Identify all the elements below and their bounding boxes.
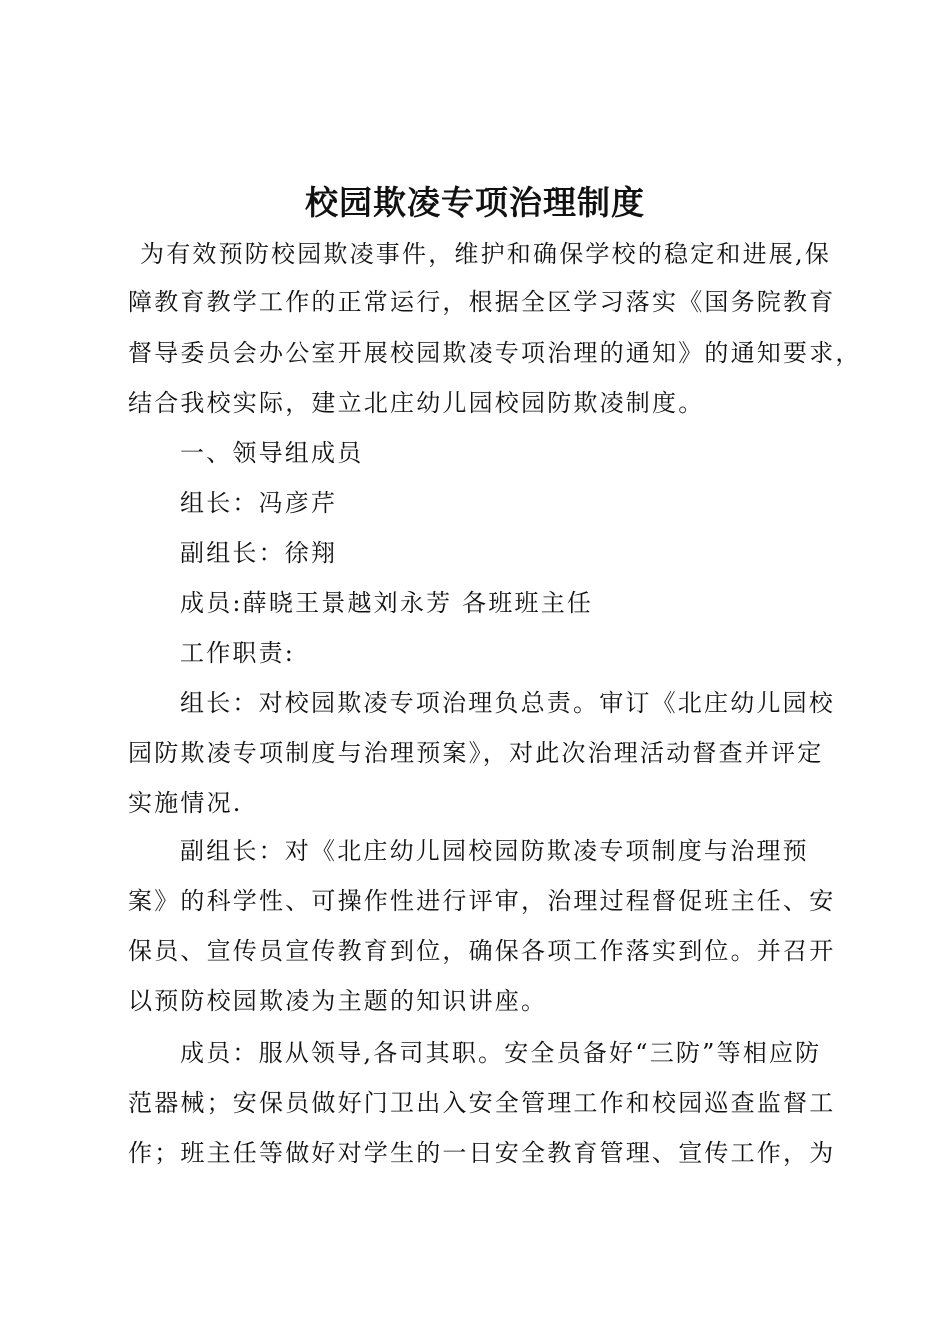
paragraph-line: 为有效预防校园欺凌事件，维护和确保学校的稳定和进展,保 bbox=[140, 240, 832, 268]
paragraph-line: 障教育教学工作的正常运行，根据全区学习落实《国务院教育 bbox=[128, 288, 836, 316]
paragraph-line: 以预防校园欺凌为主题的知识讲座。 bbox=[128, 987, 548, 1015]
paragraph-line: 督导委员会办公室开展校园欺凌专项治理的通知》的通知要求， bbox=[128, 339, 862, 367]
document-title: 校园欺凌专项治理制度 bbox=[305, 183, 645, 222]
paragraph-line: 保员、宣传员宣传教育到位，确保各项工作落实到位。并召开 bbox=[128, 937, 836, 965]
duties-heading: 工作职责: bbox=[180, 639, 296, 667]
members-line: 成员:薛晓王景越刘永芳 各班班主任 bbox=[180, 589, 594, 617]
paragraph-line: 作；班主任等做好对学生的一日安全教育管理、宣传工作，为 bbox=[128, 1139, 836, 1167]
paragraph-line: 案》的科学性、可操作性进行评审，治理过程督促班主任、安 bbox=[128, 887, 836, 915]
paragraph-line: 组长：对校园欺凌专项治理负总责。审订《北庄幼儿园校 bbox=[180, 689, 835, 717]
paragraph-line: 范器械；安保员做好门卫出入安全管理工作和校园巡查监督工 bbox=[128, 1089, 836, 1117]
paragraph-line: 园防欺凌专项制度与治理预案》，对此次治理活动督查并评定 bbox=[128, 739, 824, 767]
deputy-leader-line: 副组长：徐翔 bbox=[180, 539, 338, 567]
paragraph-line: 副组长：对《北庄幼儿园校园防欺凌专项制度与治理预 bbox=[180, 837, 809, 865]
paragraph-line: 实施情况. bbox=[128, 789, 243, 817]
leader-line: 组长：冯彦芹 bbox=[180, 489, 338, 517]
paragraph-line: 结合我校实际，建立北庄幼儿园校园防欺凌制度。 bbox=[128, 389, 705, 417]
section-heading: 一、领导组成员 bbox=[180, 439, 364, 467]
paragraph-line: 成员：服从领导,各司其职。安全员备好“三防”等相应防 bbox=[180, 1039, 822, 1067]
